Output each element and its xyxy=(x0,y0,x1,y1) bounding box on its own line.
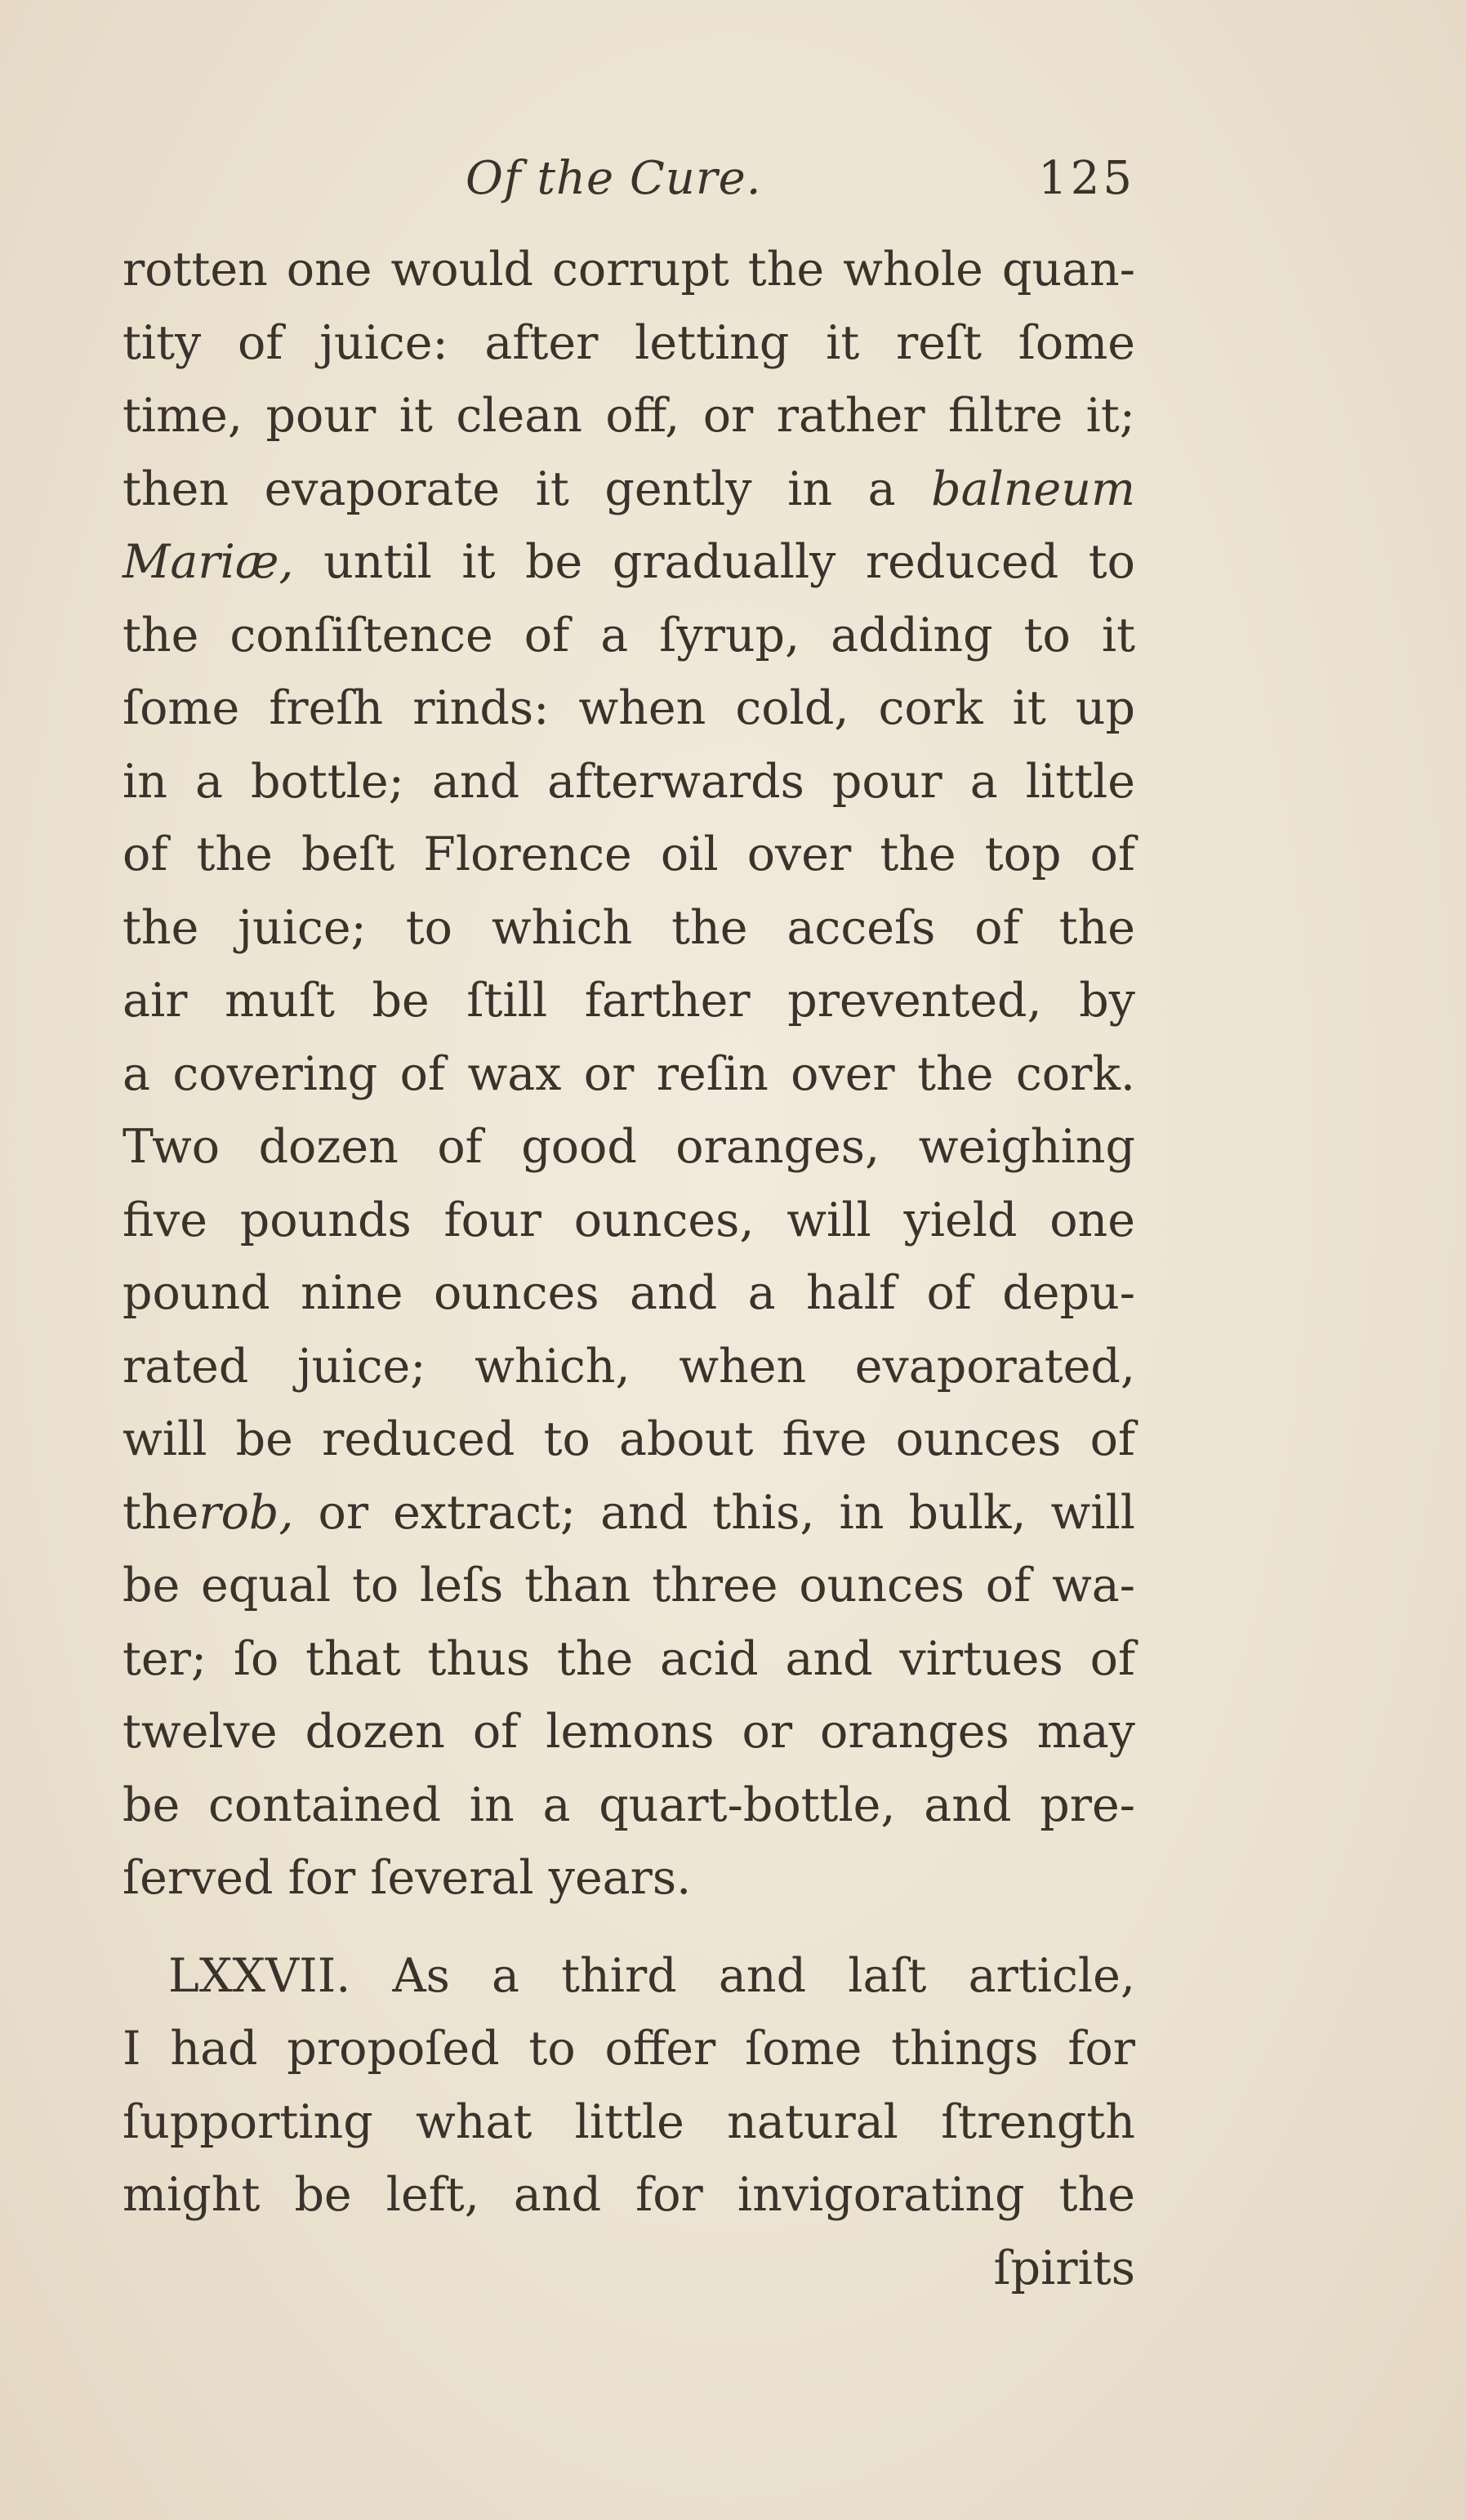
running-head xyxy=(123,152,1135,217)
text-line: of the beſt Florence oil over the top of xyxy=(123,827,1135,881)
text-segment: or extract; and this, in bulk, will xyxy=(318,1485,1135,1540)
text-line: air muſt be ſtill farther prevented, by xyxy=(123,974,1135,1028)
text-line: a covering of wax or reſin over the cork. xyxy=(123,1046,1135,1101)
catchword: ſpirits xyxy=(993,2241,1135,2295)
italic-word: balneum xyxy=(931,462,1135,516)
text-line: the juice; to which the acceſs of the xyxy=(123,900,1135,955)
text-line: might be left, and for invigorating the xyxy=(123,2168,1135,2222)
text-line: ſerved for ſeveral years. xyxy=(123,1851,692,1905)
running-title: Of the Cure. xyxy=(466,152,762,205)
text-line xyxy=(123,526,1135,600)
text-line: tity of juice: after letting it reſt ſome xyxy=(123,315,1135,370)
text-line: twelve dozen of lemons or oranges may xyxy=(123,1705,1135,1759)
text-line: be contained in a quart-bottle, and pre- xyxy=(123,1777,1135,1832)
text-line: Two dozen of good oranges, weighing xyxy=(123,1120,1135,1174)
text-segment: until it be gradually reduced to xyxy=(323,535,1136,589)
text-line: will be reduced to about five ounces of xyxy=(123,1412,1135,1466)
text-line: ſupporting what little natural ſtrength xyxy=(123,2094,1135,2149)
paragraph-gap xyxy=(123,1916,1135,1940)
text-line: ter; ſo that thus the acid and virtues of xyxy=(123,1631,1135,1686)
text-line: five pounds four ounces, will yield one xyxy=(123,1193,1135,1247)
text-line: LXXVII. As a third and laſt article, xyxy=(168,1948,1135,2003)
page-number: 125 xyxy=(1038,152,1135,205)
body-text xyxy=(123,234,1135,2305)
text-line: rated juice; which, when evaporated, xyxy=(123,1339,1135,1394)
text-line: ſome freſh rinds: when cold, cork it up xyxy=(123,681,1135,735)
text-segment: then evaporate it gently in a xyxy=(123,462,896,516)
text-line: be equal to leſs than three ounces of wa- xyxy=(123,1559,1135,1612)
text-line: the conſiſtence of a ſyrup, adding to it xyxy=(123,608,1135,662)
text-line xyxy=(123,453,1135,527)
text-line: time, pour it clean off, or rather filtre it; xyxy=(123,389,1135,443)
text-line: rotten one would corrupt the whole quan- xyxy=(123,243,1135,297)
text-line: pound nine ounces and a half of depu- xyxy=(123,1266,1135,1320)
text-line: I had propoſed to offer ſome things for xyxy=(123,2022,1135,2076)
italic-word: rob, xyxy=(198,1485,294,1540)
italic-word: Mariæ, xyxy=(123,535,294,589)
text-line: in a bottle; and afterwards pour a little xyxy=(123,754,1135,809)
text-line xyxy=(123,1477,1135,1550)
text-segment: the xyxy=(123,1485,199,1540)
